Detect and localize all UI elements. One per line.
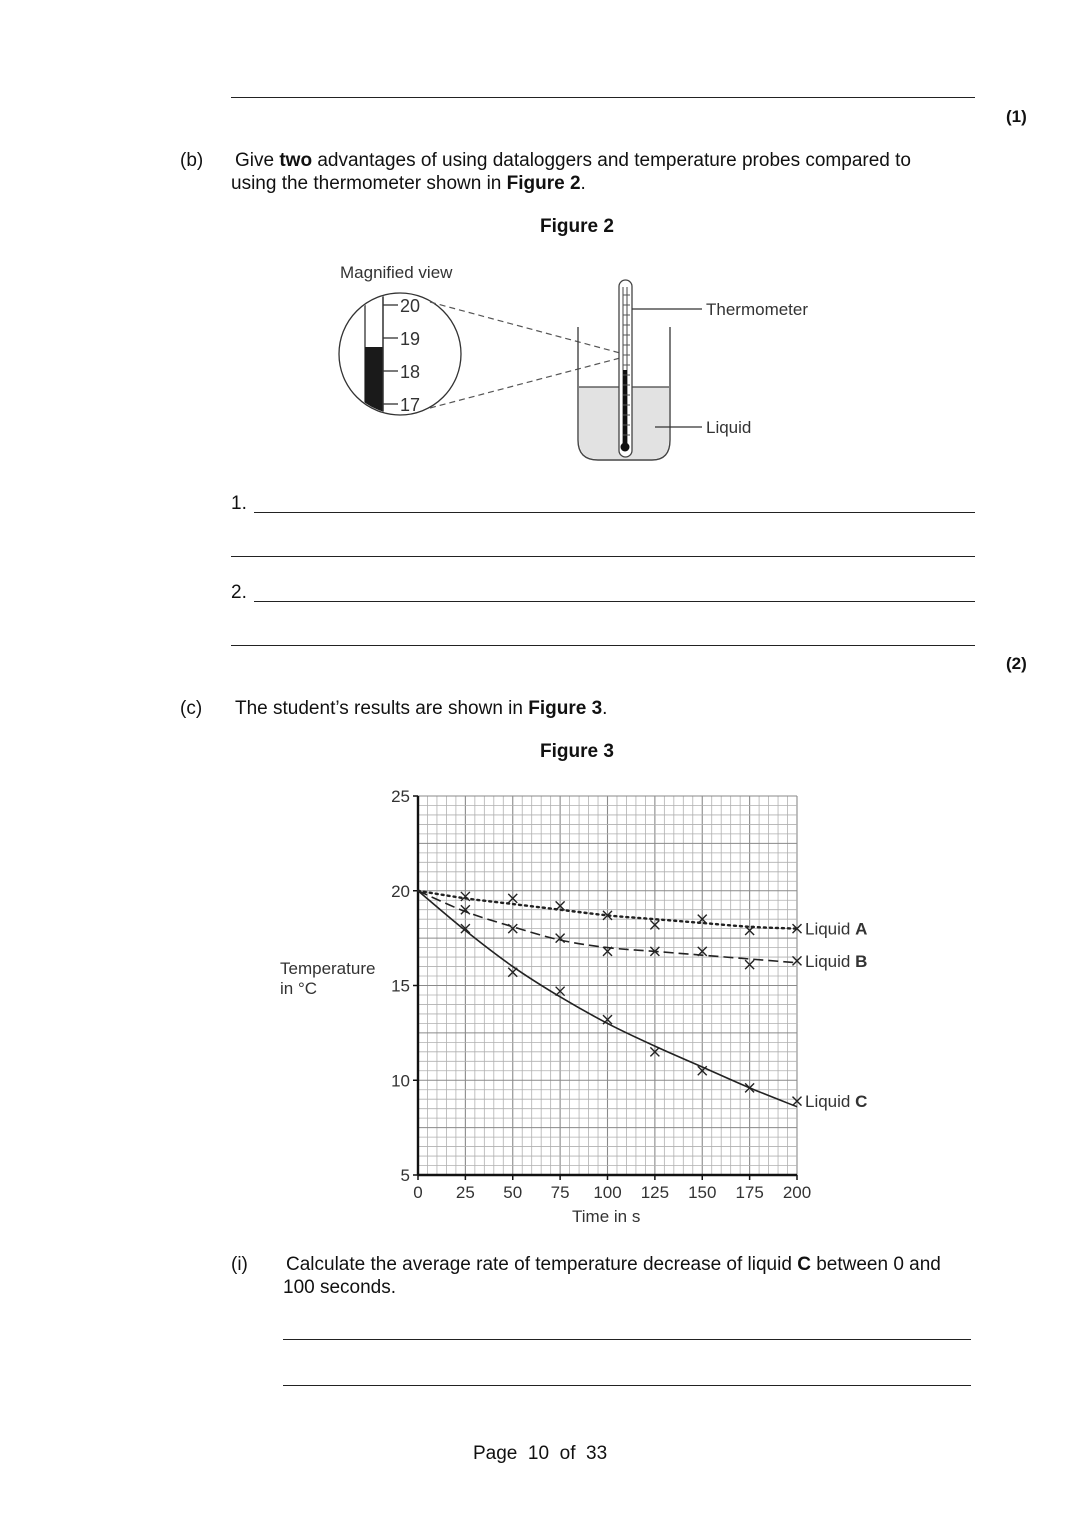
question-label-c: (c): [180, 698, 203, 719]
answer-line[interactable]: [283, 1385, 971, 1386]
series-liquid-c: [418, 891, 867, 1111]
marks-allocation: (2): [1006, 654, 1027, 673]
svg-text:50: 50: [503, 1183, 523, 1202]
svg-text:100: 100: [593, 1183, 622, 1202]
text: using the thermometer shown in: [231, 173, 507, 194]
scale-label: 17: [400, 395, 421, 415]
svg-text:75: 75: [550, 1183, 570, 1202]
series-liquid-a: [418, 891, 867, 939]
answer-number-1: 1.: [231, 493, 247, 514]
marks-allocation: (1): [1006, 107, 1027, 126]
answer-line[interactable]: [283, 1339, 971, 1340]
subquestion-text-i-line2: 100 seconds.: [283, 1277, 397, 1298]
svg-text:0: 0: [413, 1183, 423, 1202]
answer-number-2: 2.: [231, 582, 247, 603]
page-number: Page 10 of 33: [473, 1443, 608, 1464]
text: .: [580, 173, 586, 194]
y-axis-label-line2: in °C: [280, 979, 318, 998]
legend-label: Liquid A: [805, 919, 868, 939]
text: Give: [235, 150, 280, 171]
question-label-b: (b): [180, 150, 204, 171]
text: Calculate the average rate of temperature decrease of liquid: [286, 1254, 798, 1275]
subquestion-text-i: [286, 1253, 941, 1276]
svg-text:25: 25: [391, 787, 410, 806]
svg-text:20: 20: [391, 881, 410, 901]
figure-reference: Figure 3: [528, 698, 603, 719]
figure-2-title: Figure 2: [540, 216, 614, 237]
emphasis: two: [279, 150, 313, 171]
axis-ticks: [391, 787, 811, 1202]
chart-grid: [418, 796, 797, 1175]
svg-text:25: 25: [455, 1183, 475, 1202]
figure-reference: Figure 2: [506, 173, 581, 194]
text: between 0 and: [810, 1254, 941, 1275]
figure-3-title: Figure 3: [540, 741, 614, 762]
svg-text:150: 150: [688, 1183, 717, 1202]
text: advantages of using dataloggers and temperature probes compared to: [312, 150, 911, 171]
magnified-view-label: Magnified view: [340, 263, 453, 282]
chart-series: [418, 891, 867, 1111]
scale-label: 18: [400, 362, 421, 382]
svg-text:10: 10: [391, 1071, 410, 1091]
liquid-label: Liquid: [706, 418, 752, 437]
svg-text:15: 15: [391, 976, 410, 996]
svg-text:175: 175: [735, 1183, 764, 1202]
svg-text:200: 200: [782, 1183, 812, 1202]
scale-label: 19: [400, 329, 421, 349]
subquestion-label-i: (i): [231, 1254, 248, 1275]
text: The student’s results are shown in: [235, 698, 529, 719]
scale-label: 20: [400, 296, 421, 316]
svg-text:5: 5: [400, 1166, 410, 1185]
legend-label: Liquid C: [805, 1092, 868, 1112]
x-axis-label: Time in s: [572, 1207, 641, 1226]
thermometer-label: Thermometer: [706, 300, 809, 319]
text: .: [602, 698, 608, 719]
legend-label: Liquid B: [805, 951, 868, 971]
emphasis: C: [797, 1254, 811, 1275]
svg-text:125: 125: [640, 1183, 670, 1202]
y-axis-label-line1: Temperature: [280, 959, 376, 978]
